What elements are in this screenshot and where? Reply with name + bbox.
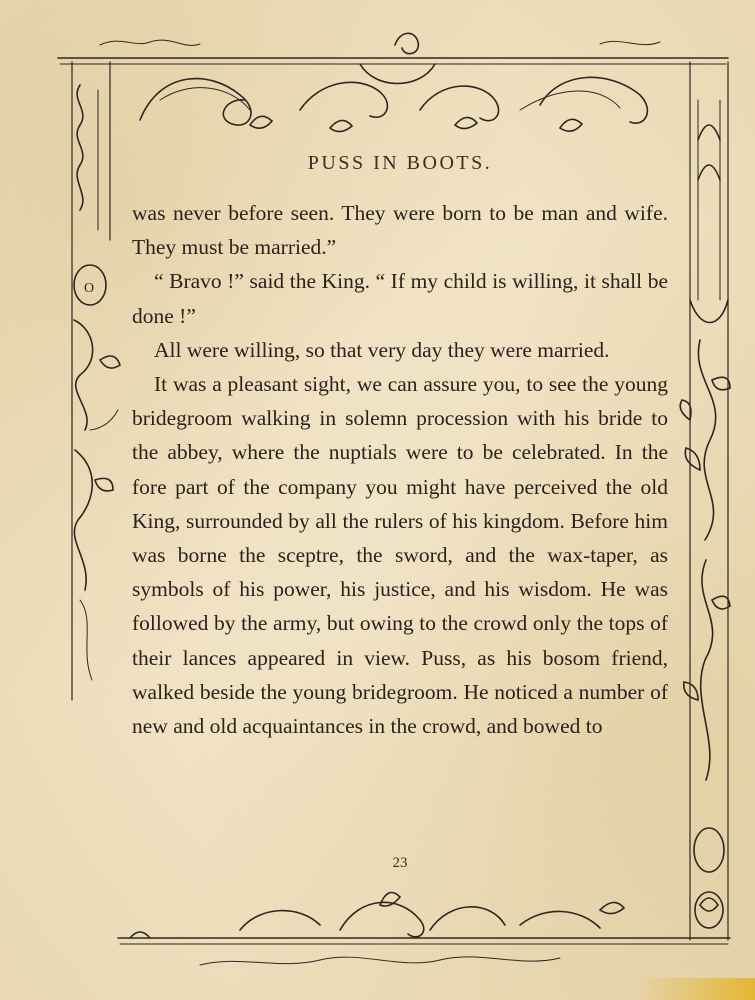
left-vine-column	[72, 62, 120, 700]
bottom-scrollwork-ornament	[118, 893, 730, 966]
body-text	[132, 196, 668, 743]
paragraph-1: was never before seen. They were born to be man and wife. They must be married.”	[132, 201, 668, 260]
svg-text:O: O	[84, 281, 95, 296]
paragraph-3: All were willing, so that very day they were married.	[154, 337, 610, 362]
page-number: 23	[392, 855, 408, 871]
right-gothic-column	[680, 62, 730, 940]
running-head: PUSS IN BOOTS.	[307, 152, 493, 174]
top-scrollwork-ornament	[100, 33, 660, 131]
paragraph-4: It was a pleasant sight, we can assure you, to see the young bridegroom walking in solemn procession with his bride to the abbey, where the nuptials were to be celebrated. In the fore part of the company you might have perceived the old King, surrounded by all the rulers of his kingdom. Before him was borne the sceptre, the sword, and the wax-taper, as symbols of his power, his justice, and his wisdom. He was followed by the army, but owing to the crowd only the tops of their lances appeared in view. Puss, as his bosom friend, walked beside the young bridegroom. He noticed a number of new and old acquaintances in the crowd, and bowed to	[132, 372, 668, 739]
paragraph-2: “ Bravo !” said the King. “ If my child is willing, it shall be done !”	[132, 269, 668, 328]
